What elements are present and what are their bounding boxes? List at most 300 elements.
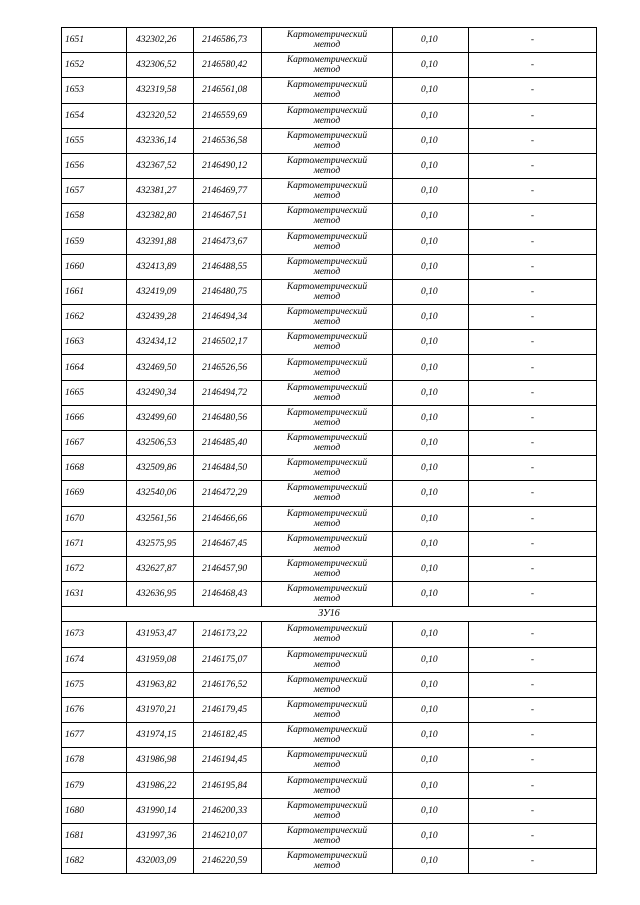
table-row xyxy=(62,53,597,78)
point-name-cell: 1667 xyxy=(62,431,127,456)
y-coordinate-cell: 2146468,43 xyxy=(194,582,262,607)
description-cell: - xyxy=(469,723,597,748)
table-row xyxy=(62,456,597,481)
method-line-2: метод xyxy=(313,543,341,554)
method-line-2: метод xyxy=(313,342,341,353)
error-cell: 0,10 xyxy=(393,773,469,798)
error-cell: 0,10 xyxy=(393,204,469,229)
point-name-cell: 1666 xyxy=(62,405,127,430)
y-coordinate-cell: 2146586,73 xyxy=(194,28,262,53)
error-cell: 0,10 xyxy=(393,556,469,581)
method-cell xyxy=(262,305,393,330)
description-cell: - xyxy=(469,405,597,430)
y-coordinate-cell: 2146561,08 xyxy=(194,78,262,103)
description-cell: - xyxy=(469,773,597,798)
method-cell xyxy=(262,531,393,556)
table-row xyxy=(62,531,597,556)
description-cell: - xyxy=(469,823,597,848)
table-row xyxy=(62,28,597,53)
method-line-2: метод xyxy=(313,166,341,177)
x-coordinate-cell: 432391,88 xyxy=(127,229,194,254)
table-row xyxy=(62,330,597,355)
method-line-1: Картометрический xyxy=(286,382,368,393)
y-coordinate-cell: 2146469,77 xyxy=(194,179,262,204)
x-coordinate-cell: 432540,06 xyxy=(127,481,194,506)
description-cell: - xyxy=(469,531,597,556)
method-line-1: Картометрический xyxy=(286,559,368,570)
x-coordinate-cell: 432319,58 xyxy=(127,78,194,103)
method-line-2: метод xyxy=(313,90,341,101)
method-line-2: метод xyxy=(313,241,341,252)
y-coordinate-cell: 2146195,84 xyxy=(194,773,262,798)
y-coordinate-cell: 2146175,07 xyxy=(194,647,262,672)
y-coordinate-cell: 2146490,12 xyxy=(194,153,262,178)
method-cell xyxy=(262,380,393,405)
point-name-cell: 1661 xyxy=(62,279,127,304)
method-cell xyxy=(262,672,393,697)
y-coordinate-cell: 2146484,50 xyxy=(194,456,262,481)
method-cell xyxy=(262,53,393,78)
y-coordinate-cell: 2146526,56 xyxy=(194,355,262,380)
y-coordinate-cell: 2146488,55 xyxy=(194,254,262,279)
point-name-cell: 1664 xyxy=(62,355,127,380)
error-cell: 0,10 xyxy=(393,279,469,304)
method-line-2: метод xyxy=(313,191,341,202)
point-name-cell: 1668 xyxy=(62,456,127,481)
x-coordinate-cell: 432469,50 xyxy=(127,355,194,380)
method-line-2: метод xyxy=(313,291,341,302)
point-name-cell: 1653 xyxy=(62,78,127,103)
method-line-1: Картометрический xyxy=(286,231,368,242)
description-cell: - xyxy=(469,128,597,153)
x-coordinate-cell: 432367,52 xyxy=(127,153,194,178)
point-name-cell: 1654 xyxy=(62,103,127,128)
method-cell xyxy=(262,773,393,798)
table-row xyxy=(62,849,597,874)
description-cell: - xyxy=(469,748,597,773)
method-line-2: метод xyxy=(313,861,341,872)
description-cell: - xyxy=(469,431,597,456)
description-cell: - xyxy=(469,103,597,128)
table-row xyxy=(62,254,597,279)
error-cell: 0,10 xyxy=(393,647,469,672)
point-name-cell: 1675 xyxy=(62,672,127,697)
description-cell: - xyxy=(469,305,597,330)
error-cell: 0,10 xyxy=(393,103,469,128)
method-cell xyxy=(262,823,393,848)
method-line-2: метод xyxy=(313,709,341,720)
error-cell: 0,10 xyxy=(393,405,469,430)
method-line-1: Картометрический xyxy=(286,851,368,862)
error-cell: 0,10 xyxy=(393,622,469,647)
method-line-1: Картометрический xyxy=(286,699,368,710)
x-coordinate-cell: 431963,82 xyxy=(127,672,194,697)
method-line-1: Картометрический xyxy=(286,433,368,444)
x-coordinate-cell: 432413,89 xyxy=(127,254,194,279)
method-line-1: Картометрический xyxy=(286,55,368,66)
method-cell xyxy=(262,506,393,531)
point-name-cell: 1676 xyxy=(62,697,127,722)
method-line-2: метод xyxy=(313,810,341,821)
method-line-1: Картометрический xyxy=(286,156,368,167)
table-row xyxy=(62,305,597,330)
y-coordinate-cell: 2146494,72 xyxy=(194,380,262,405)
error-cell: 0,10 xyxy=(393,305,469,330)
y-coordinate-cell: 2146467,45 xyxy=(194,531,262,556)
method-line-1: Картометрический xyxy=(286,649,368,660)
point-name-cell: 1660 xyxy=(62,254,127,279)
method-line-2: метод xyxy=(313,417,341,428)
table-row xyxy=(62,506,597,531)
method-line-1: Картометрический xyxy=(286,206,368,217)
x-coordinate-cell: 432306,52 xyxy=(127,53,194,78)
method-line-1: Картометрический xyxy=(286,533,368,544)
x-coordinate-cell: 432509,86 xyxy=(127,456,194,481)
x-coordinate-cell: 431997,36 xyxy=(127,823,194,848)
method-cell xyxy=(262,204,393,229)
x-coordinate-cell: 432575,95 xyxy=(127,531,194,556)
point-name-cell: 1651 xyxy=(62,28,127,53)
x-coordinate-cell: 431953,47 xyxy=(127,622,194,647)
method-line-1: Картометрический xyxy=(286,800,368,811)
table-row xyxy=(62,622,597,647)
point-name-cell: 1681 xyxy=(62,823,127,848)
x-coordinate-cell: 432320,52 xyxy=(127,103,194,128)
x-coordinate-cell: 432627,87 xyxy=(127,556,194,581)
method-line-2: метод xyxy=(313,468,341,479)
method-line-2: метод xyxy=(313,518,341,529)
y-coordinate-cell: 2146466,66 xyxy=(194,506,262,531)
table-row xyxy=(62,582,597,607)
method-cell xyxy=(262,481,393,506)
x-coordinate-cell: 432336,14 xyxy=(127,128,194,153)
point-name-cell: 1671 xyxy=(62,531,127,556)
method-line-2: метод xyxy=(313,634,341,645)
error-cell: 0,10 xyxy=(393,78,469,103)
table-row xyxy=(62,697,597,722)
error-cell: 0,10 xyxy=(393,506,469,531)
y-coordinate-cell: 2146200,33 xyxy=(194,798,262,823)
description-cell: - xyxy=(469,179,597,204)
section-header-row xyxy=(62,607,597,622)
table-row xyxy=(62,773,597,798)
y-coordinate-cell: 2146580,42 xyxy=(194,53,262,78)
method-line-2: метод xyxy=(313,659,341,670)
table-row xyxy=(62,355,597,380)
description-cell: - xyxy=(469,849,597,874)
table-row xyxy=(62,481,597,506)
method-cell xyxy=(262,254,393,279)
error-cell: 0,10 xyxy=(393,431,469,456)
method-line-2: метод xyxy=(313,115,341,126)
description-cell: - xyxy=(469,672,597,697)
error-cell: 0,10 xyxy=(393,380,469,405)
method-cell xyxy=(262,355,393,380)
description-cell: - xyxy=(469,481,597,506)
table-row xyxy=(62,823,597,848)
description-cell: - xyxy=(469,28,597,53)
method-cell xyxy=(262,622,393,647)
method-line-1: Картометрический xyxy=(286,775,368,786)
x-coordinate-cell: 432302,26 xyxy=(127,28,194,53)
description-cell: - xyxy=(469,697,597,722)
x-coordinate-cell: 432003,09 xyxy=(127,849,194,874)
table-row xyxy=(62,229,597,254)
point-name-cell: 1663 xyxy=(62,330,127,355)
method-cell xyxy=(262,179,393,204)
method-line-2: метод xyxy=(313,443,341,454)
table-row xyxy=(62,380,597,405)
error-cell: 0,10 xyxy=(393,28,469,53)
description-cell: - xyxy=(469,556,597,581)
table-row xyxy=(62,556,597,581)
y-coordinate-cell: 2146494,34 xyxy=(194,305,262,330)
method-cell xyxy=(262,279,393,304)
table-body-group-2 xyxy=(62,622,597,874)
description-cell: - xyxy=(469,456,597,481)
description-cell: - xyxy=(469,279,597,304)
y-coordinate-cell: 2146194,45 xyxy=(194,748,262,773)
section-title: ЗУ16 xyxy=(62,607,597,622)
table-row xyxy=(62,153,597,178)
error-cell: 0,10 xyxy=(393,748,469,773)
error-cell: 0,10 xyxy=(393,481,469,506)
method-cell xyxy=(262,723,393,748)
y-coordinate-cell: 2146485,40 xyxy=(194,431,262,456)
method-line-1: Картометрический xyxy=(286,508,368,519)
method-line-2: метод xyxy=(313,760,341,771)
description-cell: - xyxy=(469,506,597,531)
method-line-1: Картометрический xyxy=(286,407,368,418)
method-line-2: метод xyxy=(313,216,341,227)
method-line-1: Картометрический xyxy=(286,281,368,292)
coordinates-table xyxy=(61,27,597,874)
point-name-cell: 1682 xyxy=(62,849,127,874)
method-cell xyxy=(262,556,393,581)
method-cell xyxy=(262,153,393,178)
method-line-2: метод xyxy=(313,392,341,403)
table-row xyxy=(62,405,597,430)
method-line-1: Картометрический xyxy=(286,256,368,267)
table-row xyxy=(62,204,597,229)
method-cell xyxy=(262,456,393,481)
error-cell: 0,10 xyxy=(393,723,469,748)
x-coordinate-cell: 432636,95 xyxy=(127,582,194,607)
x-coordinate-cell: 431974,15 xyxy=(127,723,194,748)
point-name-cell: 1657 xyxy=(62,179,127,204)
x-coordinate-cell: 432506,53 xyxy=(127,431,194,456)
description-cell: - xyxy=(469,78,597,103)
point-name-cell: 1656 xyxy=(62,153,127,178)
description-cell: - xyxy=(469,355,597,380)
method-line-2: метод xyxy=(313,367,341,378)
x-coordinate-cell: 431986,22 xyxy=(127,773,194,798)
error-cell: 0,10 xyxy=(393,456,469,481)
section-header-body xyxy=(62,607,597,622)
method-line-2: метод xyxy=(313,735,341,746)
error-cell: 0,10 xyxy=(393,823,469,848)
y-coordinate-cell: 2146559,69 xyxy=(194,103,262,128)
description-cell: - xyxy=(469,622,597,647)
method-cell xyxy=(262,229,393,254)
method-line-2: метод xyxy=(313,569,341,580)
description-cell: - xyxy=(469,330,597,355)
description-cell: - xyxy=(469,254,597,279)
x-coordinate-cell: 431990,14 xyxy=(127,798,194,823)
method-cell xyxy=(262,849,393,874)
table-row xyxy=(62,798,597,823)
table-row xyxy=(62,103,597,128)
x-coordinate-cell: 431970,21 xyxy=(127,697,194,722)
y-coordinate-cell: 2146220,59 xyxy=(194,849,262,874)
y-coordinate-cell: 2146457,90 xyxy=(194,556,262,581)
table-row xyxy=(62,672,597,697)
description-cell: - xyxy=(469,53,597,78)
point-name-cell: 1652 xyxy=(62,53,127,78)
x-coordinate-cell: 432499,60 xyxy=(127,405,194,430)
method-line-2: метод xyxy=(313,266,341,277)
method-cell xyxy=(262,697,393,722)
x-coordinate-cell: 432439,28 xyxy=(127,305,194,330)
error-cell: 0,10 xyxy=(393,229,469,254)
method-line-2: метод xyxy=(313,684,341,695)
method-line-2: метод xyxy=(313,40,341,51)
point-name-cell: 1680 xyxy=(62,798,127,823)
point-name-cell: 1670 xyxy=(62,506,127,531)
y-coordinate-cell: 2146536,58 xyxy=(194,128,262,153)
method-line-2: метод xyxy=(313,140,341,151)
method-line-1: Картометрический xyxy=(286,130,368,141)
method-cell xyxy=(262,748,393,773)
point-name-cell: 1631 xyxy=(62,582,127,607)
y-coordinate-cell: 2146480,56 xyxy=(194,405,262,430)
description-cell: - xyxy=(469,153,597,178)
error-cell: 0,10 xyxy=(393,254,469,279)
description-cell: - xyxy=(469,204,597,229)
method-cell xyxy=(262,28,393,53)
y-coordinate-cell: 2146179,45 xyxy=(194,697,262,722)
y-coordinate-cell: 2146467,51 xyxy=(194,204,262,229)
method-line-1: Картометрический xyxy=(286,30,368,41)
x-coordinate-cell: 432490,34 xyxy=(127,380,194,405)
method-line-1: Картометрический xyxy=(286,825,368,836)
method-line-2: метод xyxy=(313,785,341,796)
y-coordinate-cell: 2146472,29 xyxy=(194,481,262,506)
table-row xyxy=(62,748,597,773)
x-coordinate-cell: 432419,09 xyxy=(127,279,194,304)
x-coordinate-cell: 431959,08 xyxy=(127,647,194,672)
method-cell xyxy=(262,582,393,607)
method-line-1: Картометрический xyxy=(286,80,368,91)
description-cell: - xyxy=(469,582,597,607)
error-cell: 0,10 xyxy=(393,179,469,204)
method-line-1: Картометрический xyxy=(286,357,368,368)
method-line-1: Картометрический xyxy=(286,181,368,192)
y-coordinate-cell: 2146173,22 xyxy=(194,622,262,647)
description-cell: - xyxy=(469,229,597,254)
table-row xyxy=(62,647,597,672)
error-cell: 0,10 xyxy=(393,798,469,823)
error-cell: 0,10 xyxy=(393,531,469,556)
method-line-2: метод xyxy=(313,594,341,605)
y-coordinate-cell: 2146480,75 xyxy=(194,279,262,304)
method-line-1: Картометрический xyxy=(286,483,368,494)
method-line-2: метод xyxy=(313,65,341,76)
description-cell: - xyxy=(469,380,597,405)
method-line-1: Картометрический xyxy=(286,584,368,595)
method-line-1: Картометрический xyxy=(286,750,368,761)
x-coordinate-cell: 432381,27 xyxy=(127,179,194,204)
x-coordinate-cell: 432434,12 xyxy=(127,330,194,355)
point-name-cell: 1673 xyxy=(62,622,127,647)
error-cell: 0,10 xyxy=(393,849,469,874)
point-name-cell: 1674 xyxy=(62,647,127,672)
method-line-2: метод xyxy=(313,493,341,504)
x-coordinate-cell: 432382,80 xyxy=(127,204,194,229)
method-line-1: Картометрический xyxy=(286,458,368,469)
method-cell xyxy=(262,798,393,823)
point-name-cell: 1669 xyxy=(62,481,127,506)
error-cell: 0,10 xyxy=(393,128,469,153)
table-row xyxy=(62,431,597,456)
y-coordinate-cell: 2146502,17 xyxy=(194,330,262,355)
point-name-cell: 1679 xyxy=(62,773,127,798)
y-coordinate-cell: 2146210,07 xyxy=(194,823,262,848)
point-name-cell: 1658 xyxy=(62,204,127,229)
x-coordinate-cell: 432561,56 xyxy=(127,506,194,531)
description-cell: - xyxy=(469,647,597,672)
description-cell: - xyxy=(469,798,597,823)
point-name-cell: 1659 xyxy=(62,229,127,254)
y-coordinate-cell: 2146182,45 xyxy=(194,723,262,748)
method-line-1: Картометрический xyxy=(286,105,368,116)
point-name-cell: 1655 xyxy=(62,128,127,153)
point-name-cell: 1677 xyxy=(62,723,127,748)
method-line-1: Картометрический xyxy=(286,332,368,343)
table-row xyxy=(62,179,597,204)
y-coordinate-cell: 2146473,67 xyxy=(194,229,262,254)
table-row xyxy=(62,279,597,304)
method-cell xyxy=(262,647,393,672)
table-row xyxy=(62,128,597,153)
table-row xyxy=(62,723,597,748)
point-name-cell: 1665 xyxy=(62,380,127,405)
y-coordinate-cell: 2146176,52 xyxy=(194,672,262,697)
error-cell: 0,10 xyxy=(393,697,469,722)
method-cell xyxy=(262,405,393,430)
point-name-cell: 1678 xyxy=(62,748,127,773)
error-cell: 0,10 xyxy=(393,330,469,355)
method-cell xyxy=(262,78,393,103)
method-line-1: Картометрический xyxy=(286,674,368,685)
table-body-group-1 xyxy=(62,28,597,607)
method-cell xyxy=(262,128,393,153)
method-line-1: Картометрический xyxy=(286,307,368,318)
error-cell: 0,10 xyxy=(393,582,469,607)
error-cell: 0,10 xyxy=(393,672,469,697)
x-coordinate-cell: 431986,98 xyxy=(127,748,194,773)
error-cell: 0,10 xyxy=(393,153,469,178)
table-row xyxy=(62,78,597,103)
method-line-2: метод xyxy=(313,835,341,846)
method-line-1: Картометрический xyxy=(286,725,368,736)
point-name-cell: 1662 xyxy=(62,305,127,330)
method-cell xyxy=(262,330,393,355)
method-line-2: метод xyxy=(313,317,341,328)
error-cell: 0,10 xyxy=(393,53,469,78)
method-cell xyxy=(262,103,393,128)
method-line-1: Картометрический xyxy=(286,624,368,635)
